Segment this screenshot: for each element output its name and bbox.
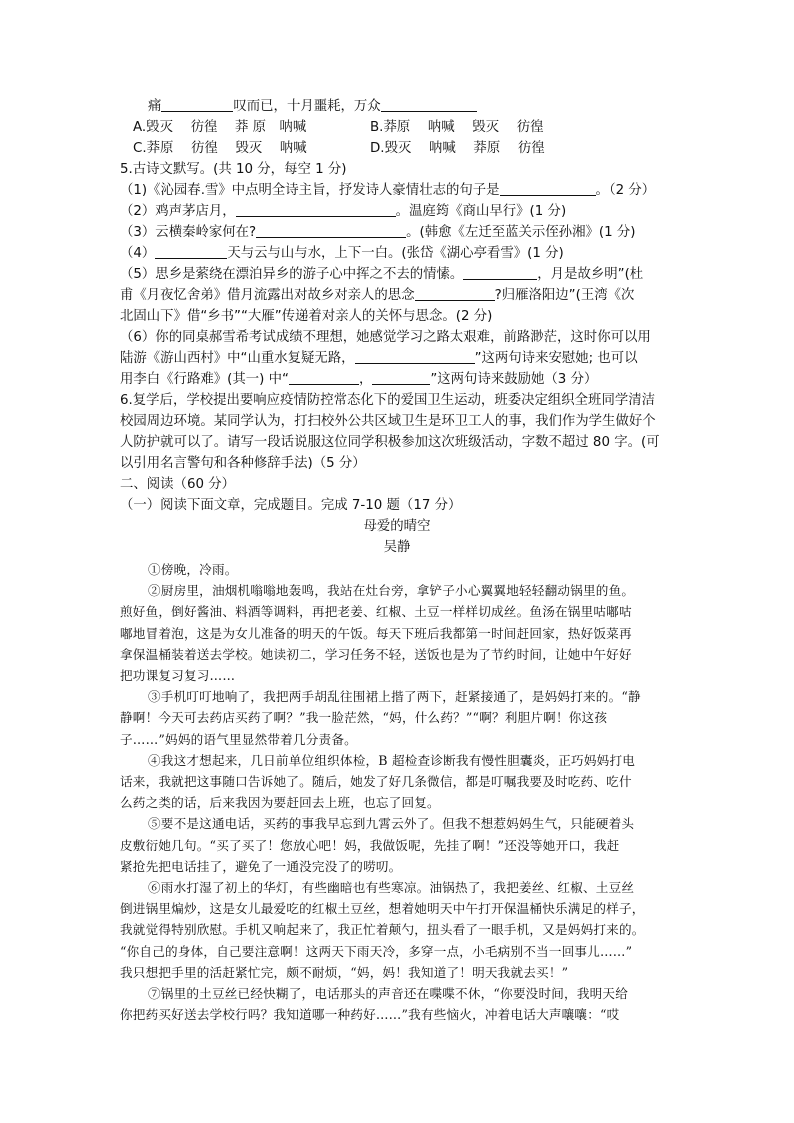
answer-blank[interactable] [256,223,406,238]
q4-option-b: B.莽原 呐喊 毁灭 彷徨 [370,120,544,135]
answer-blank[interactable] [415,286,495,301]
q6-line-1: 6.复学后，学校提出要响应疫情防控常态化下的爱国卫生运动，班委决定组织全班同学清洁 [120,393,656,408]
article-line: 皮敷衍她几句。“买了买了！您放心吧！妈，我做饭呢，先挂了啊！”还没等她开口，我赶 [120,837,620,853]
section-2-header: 二、阅读（60 分） [120,477,236,492]
q4-option-c: C.莽原 彷徨 毁灭 呐喊 [133,141,307,156]
article-line: ⑥雨水打湿了初上的华灯，有些幽暗也有些寒凉。油锅热了，我把姜丝、红椒、土豆丝 [148,880,635,895]
q4-line: 痛 叹而已，十月噩耗，万众 [148,96,477,117]
q5-item-4: （4） 天与云与山与水，上下一白。(张岱《湖心亭看雪》(1 分) [120,246,564,261]
article-line: 静啊！今天可去药店买药了啊？”我一脸茫然，“妈，什么药？”“啊？利胆片啊！你这孩 [120,710,608,726]
article-line: ①傍晚，冷雨。 [148,562,238,577]
answer-blank[interactable] [381,97,477,112]
q5-header: 5.古诗文默写。(共 10 分，每空 1 分) [120,162,347,177]
article-line: 拿保温桶装着送去学校。她读初二，学习任务不轻，送饭也是为了节约时间，让她中午好好 [120,646,632,662]
q5-item-1: （1)《沁园春.雪》中点明全诗主旨，抒发诗人豪情壮志的句子是 。（2 分） [120,183,656,198]
answer-blank[interactable] [155,244,227,259]
q4-option-d: D.毁灭 呐喊 莽原 彷徨 [370,141,545,156]
article-line: 么药之类的话，后来我因为要赶回去上班，也忘了回复。 [120,795,440,811]
article-line: ④我这才想起来，几日前单位组织体检，B 超检查诊断我有慢性胆囊炎，正巧妈妈打电 [148,752,636,768]
article-line: 子……”妈妈的语气里显然带着几分责备。 [120,731,357,747]
q6-line-4: 以引用名言警句和各种修辞手法)（5 分） [120,456,366,471]
q5-item-5-line-1: （5）思乡是萦绕在漂泊异乡的游子心中挥之不去的情愫。 ，月是故乡明”(杜 [120,267,644,282]
article-line: “你自己的身体，自己要注意啊！这两天下雨天冷，多穿一点，小毛病别不当一回事儿……” [120,943,633,959]
article-line: 话来，我就把这事随口告诉她了。随后，她发了好几条微信，都是叮嘱我要及时吃药、吃什 [120,774,632,789]
q5-item-6-line-2: 陆游《游山西村》中“山重水复疑无路， ”这两句诗来安慰她; 也可以 [120,351,638,366]
q5-item-3: （3）云横秦岭家何在? 。(韩愈《左迁至蓝关示侄孙湘》(1 分) [120,225,636,240]
article-line: 我只想把手里的活赶紧忙完，颇不耐烦，“妈，妈！我知道了！明天我就去买！” [120,964,569,980]
answer-blank[interactable] [463,265,537,280]
article-line: ②厨房里，油烟机嗡嗡地轰鸣，我站在灶台旁，拿铲子小心翼翼地轻轻翻动锅里的鱼。 [148,583,635,599]
article-line: ⑦锅里的土豆丝已经快糊了，电话那头的声音还在喋喋不休，“你要没时间，我明天给 [148,986,629,1001]
article-line: 我就觉得特别欣慰。手机又响起来了，我正忙着颠勺，扭头看了一眼手机，又是妈妈打来的。 [120,922,645,938]
q5-item-6-line-3: 用李白《行路难》(其一) 中“ ， ”这两句诗来鼓励她（3 分） [120,372,598,387]
article-title: 母爱的晴空 [363,519,431,534]
q5-item-2: （2）鸡声茅店月， 。温庭筠《商山早行》(1 分) [120,204,567,219]
article-line: 煎好鱼，倒好酱油、料酒等调料，再把老姜、红椒、土豆一样样切成丝。鱼汤在锅里咕嘟咕 [120,604,632,620]
answer-blank[interactable] [355,349,475,364]
answer-blank[interactable] [500,181,596,196]
section-2-subheader: （一）阅读下面文章，完成题目。完成 7-10 题（17 分） [120,498,462,513]
q5-item-6-line-1: （6）你的同桌郝雪希考试成绩不理想，她感觉学习之路太艰难，前路渺茫，这时你可以用 [120,330,651,345]
answer-blank[interactable] [289,370,359,385]
article-line: 倒进锅里煸炒，这是女儿最爱吃的红椒土豆丝，想着她明天中午打开保温桶快乐满足的样子， [120,901,645,917]
q6-line-3: 人防护就可以了。请写一段话说服这位同学积极参加这次班级活动，字数不超过 80 字。(可 [120,435,660,450]
article-line: 嘟地冒着泡，这是为女儿准备的明天的午饭。每天下班后我都第一时间赶回家，热好饭菜再 [120,625,632,641]
answer-blank[interactable] [161,97,233,112]
answer-blank[interactable] [236,202,396,217]
article-line: ③手机叮叮地响了，我把两手胡乱往围裙上揩了两下，赶紧接通了，是妈妈打来的。“静 [148,689,641,705]
article-line: 你把药买好送去学校行吗？我知道哪一种药好……”我有些恼火，冲着电话大声嚷嚷：“哎 [120,1007,620,1023]
q6-line-2: 校园周边环境。某同学认为，打扫校外公共区域卫生是环卫工人的事，我们作为学生做好个 [120,414,656,429]
q5-item-5-line-2: 甫《月夜忆舍弟》借月流露出对故乡对亲人的思念 ?归雁洛阳边”(王湾《次 [120,288,635,303]
article-line: ⑤要不是这通电话，买药的事我早忘到九霄云外了。但我不想惹妈妈生气，只能硬着头 [148,816,635,832]
q4-option-a: A.毁灭 彷徨 莽 原 呐喊 [133,120,307,135]
article-author: 吴静 [383,540,411,555]
answer-blank[interactable] [372,370,430,385]
q5-item-5-line-3: 北固山下》借“乡书”“大雁”传递着对亲人的关怀与思念。(2 分) [120,309,493,324]
article-line: 紧抢先把电话挂了，避免了一通没完没了的唠叨。 [120,858,402,874]
article-line: 把功课复习复习…… [120,668,236,683]
